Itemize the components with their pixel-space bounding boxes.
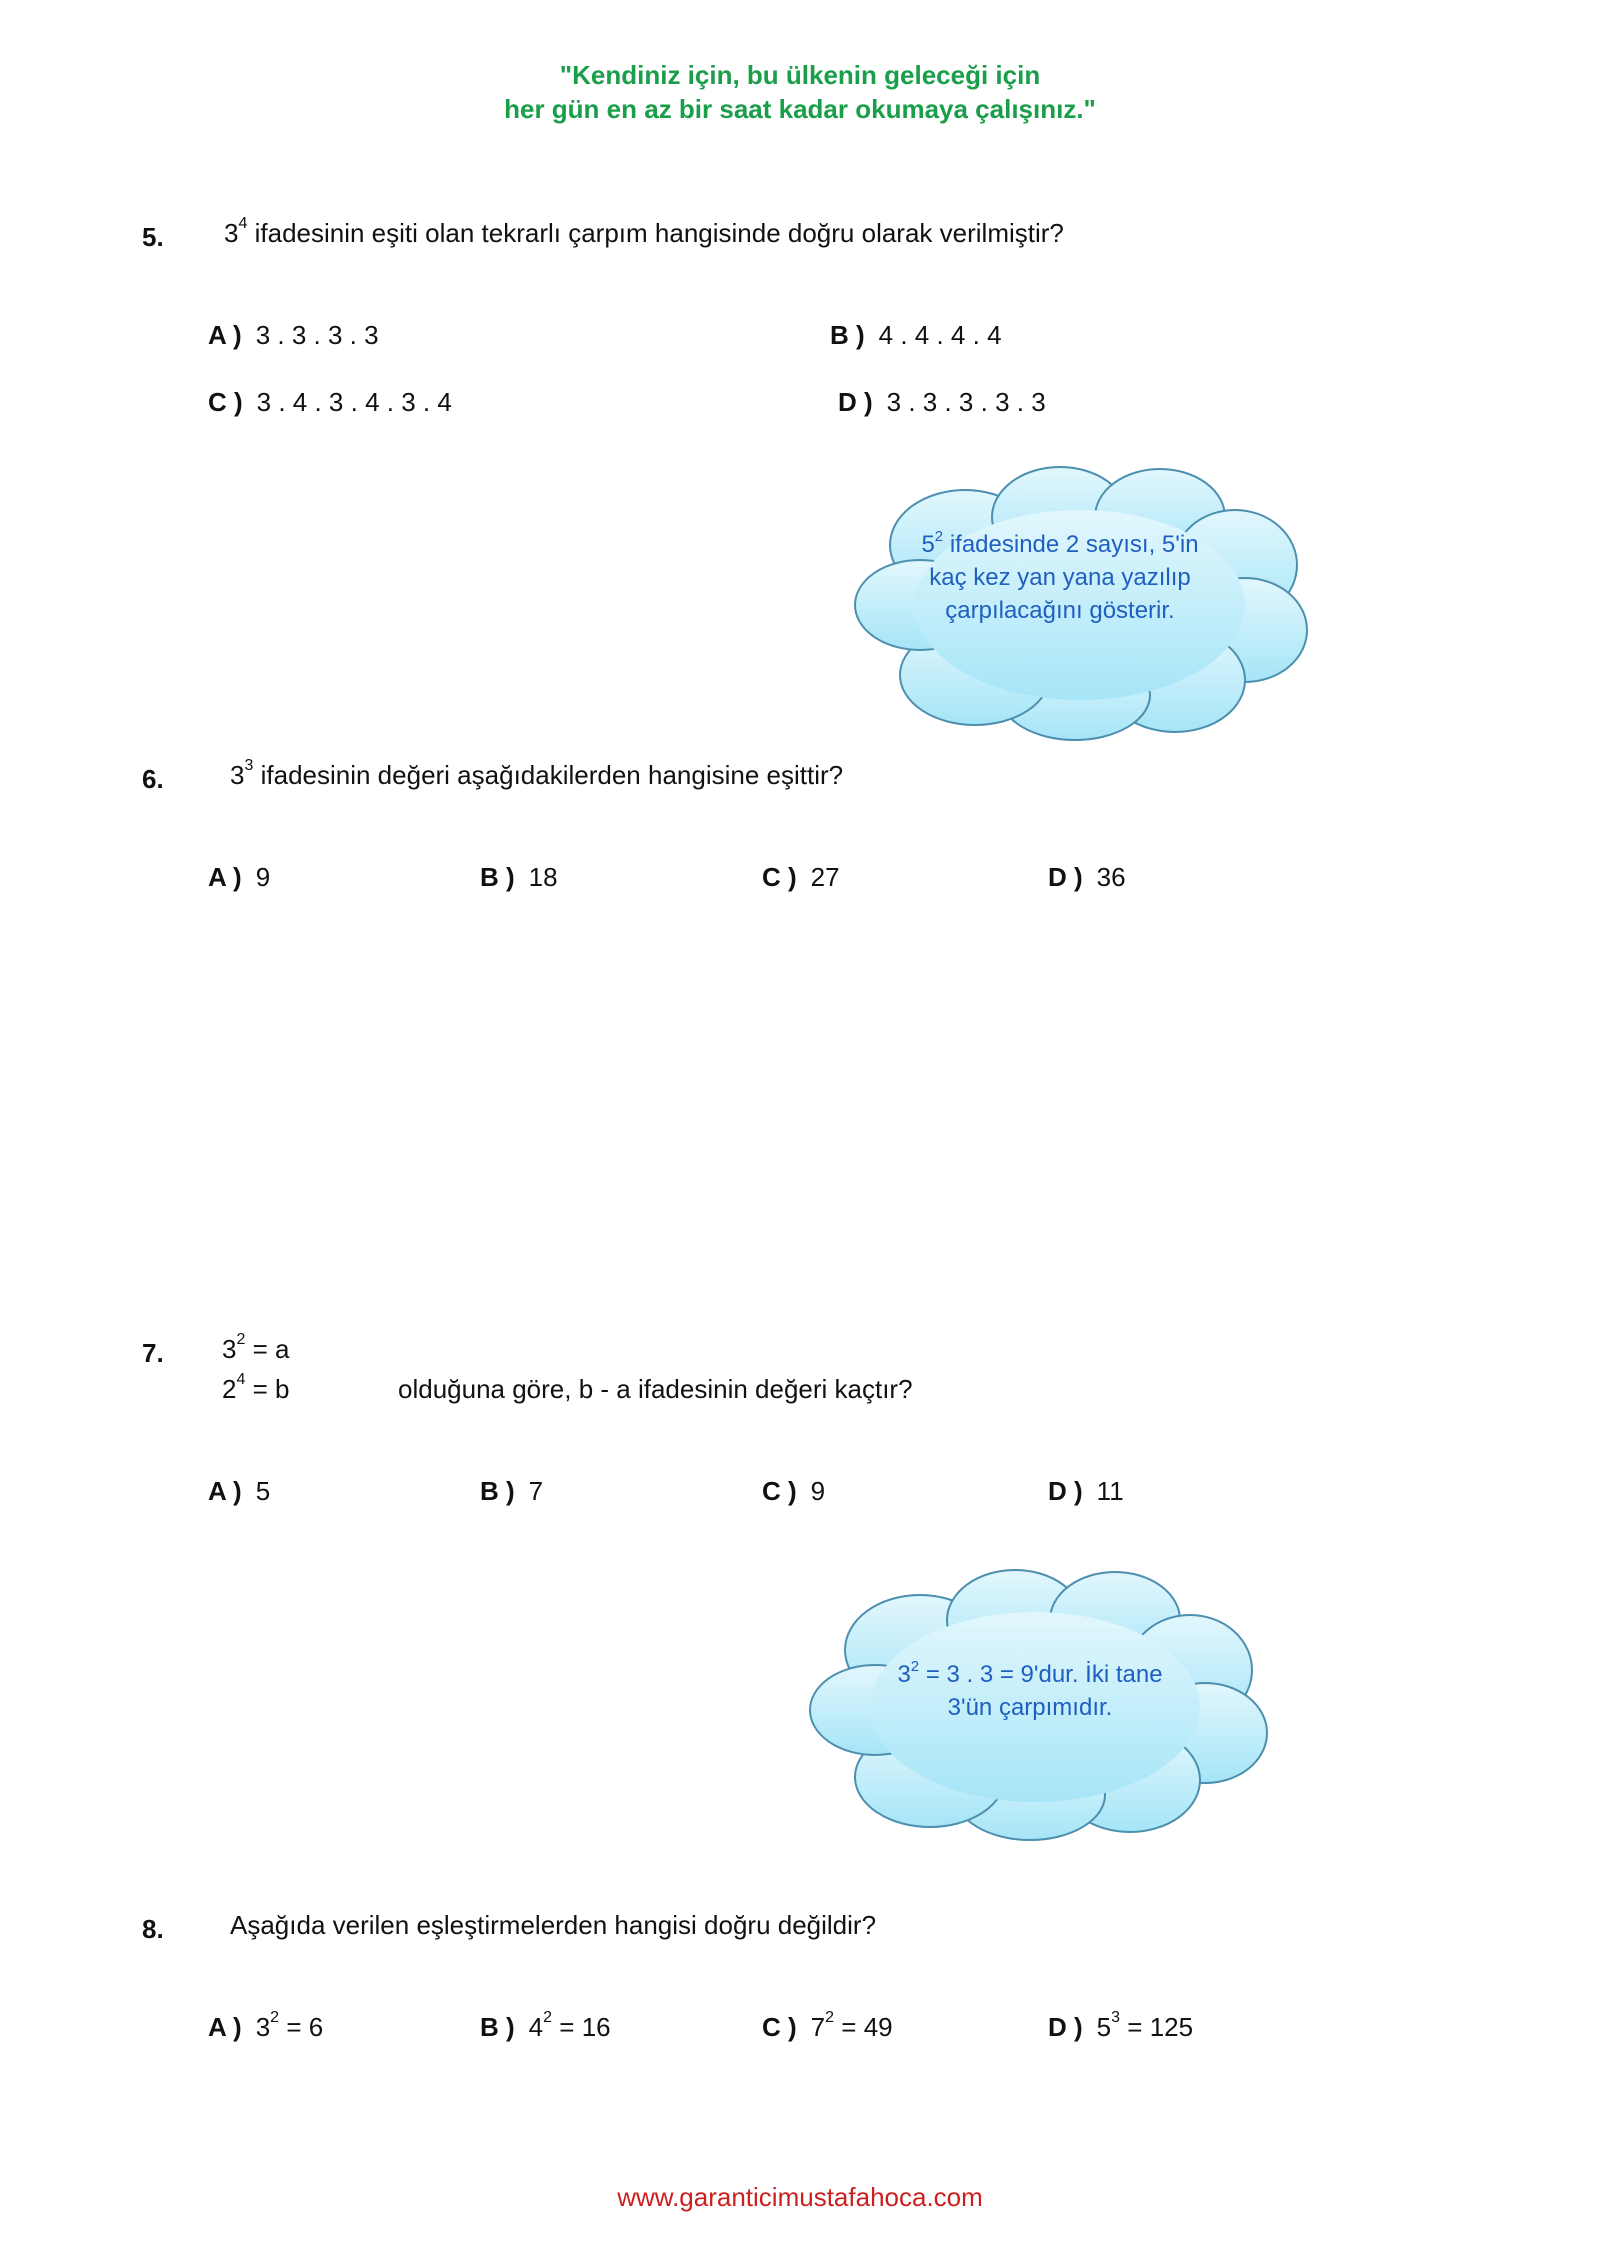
q5-option-a[interactable] <box>208 320 379 351</box>
question-5-text <box>224 215 1064 249</box>
option-rest: = 125 <box>1127 2012 1194 2042</box>
q7-option-a[interactable] <box>208 1476 270 1507</box>
question-7-number: 7. <box>142 1338 164 1368</box>
option-label: D ) <box>1048 862 1083 892</box>
option-label: D ) <box>1048 2012 1083 2042</box>
option-label: C ) <box>208 387 243 417</box>
q7-option-c[interactable] <box>762 1476 825 1507</box>
option-base: 5 <box>1096 2012 1112 2042</box>
cloud2-exponent: 2 <box>910 1658 920 1675</box>
option-value: 3 . 4 . 3 . 4 . 3 . 4 <box>256 387 452 417</box>
q5-option-d[interactable] <box>838 387 1046 418</box>
q7-stem: olduğuna göre, b - a ifadesinin değeri kaçtır? <box>398 1374 913 1404</box>
cloud1-exponent: 2 <box>934 528 944 545</box>
q5-stem: ifadesinin eşiti olan tekrarlı çarpım hangisinde doğru olarak verilmiştir? <box>254 218 1064 248</box>
q7-line1-rest: = a <box>252 1334 290 1364</box>
question-6-text <box>230 757 844 791</box>
q6-exponent: 3 <box>244 757 254 775</box>
q7-line1-base: 3 <box>222 1334 237 1364</box>
option-value: 11 <box>1096 1476 1124 1506</box>
hint-cloud-1-text <box>915 528 1205 627</box>
option-value: 27 <box>810 862 840 892</box>
footer-url[interactable]: www.garanticimustafahoca.com <box>617 2182 983 2212</box>
q7-given-b <box>222 1371 290 1405</box>
option-value: 36 <box>1096 862 1126 892</box>
q6-option-c[interactable] <box>762 862 840 893</box>
question-8-text: Aşağıda verilen eşleştirmelerden hangisi doğru değildir? <box>230 1910 877 1940</box>
option-label: C ) <box>762 862 797 892</box>
option-rest: = 49 <box>841 2012 893 2042</box>
q7-line2-rest: = b <box>252 1374 290 1404</box>
cloud1-body: ifadesinde 2 sayısı, 5'in kaç kez yan yana yazılıp çarpılacağını gösterir. <box>929 531 1199 624</box>
option-label: A ) <box>208 862 242 892</box>
q6-base: 3 <box>230 760 245 790</box>
q8-option-b[interactable] <box>480 2009 611 2043</box>
option-exponent: 2 <box>543 2009 553 2027</box>
question-6-number: 6. <box>142 764 164 794</box>
option-value: 3 . 3 . 3 . 3 . 3 <box>886 387 1046 417</box>
q5-option-c[interactable] <box>208 387 452 418</box>
cloud2-base: 3 <box>897 1661 911 1688</box>
q7-given-a <box>222 1331 290 1365</box>
option-label: A ) <box>208 2012 242 2042</box>
q7-line2-exponent: 4 <box>236 1371 246 1389</box>
option-value: 3 . 3 . 3 . 3 <box>255 320 379 350</box>
option-label: B ) <box>480 862 515 892</box>
option-base: 3 <box>255 2012 271 2042</box>
q7-option-b[interactable] <box>480 1476 543 1507</box>
hint-cloud-2-text <box>880 1658 1180 1724</box>
q7-line1-exponent: 2 <box>236 1331 246 1349</box>
option-label: B ) <box>480 2012 515 2042</box>
q6-stem: ifadesinin değeri aşağıdakilerden hangisine eşittir? <box>260 760 844 790</box>
q6-option-a[interactable] <box>208 862 270 893</box>
option-label: A ) <box>208 1476 242 1506</box>
cloud1-base: 5 <box>921 531 935 558</box>
motto-line-1: "Kendiniz için, bu ülkenin geleceği için <box>559 60 1041 90</box>
option-value: 18 <box>528 862 558 892</box>
option-label: B ) <box>480 1476 515 1506</box>
motto-line-2: her gün en az bir saat kadar okumaya çalışınız." <box>504 94 1096 124</box>
q5-base: 3 <box>224 218 239 248</box>
option-exponent: 2 <box>270 2009 280 2027</box>
option-base: 7 <box>810 2012 826 2042</box>
q6-option-d[interactable] <box>1048 862 1126 893</box>
option-rest: = 16 <box>559 2012 611 2042</box>
option-rest: = 6 <box>286 2012 324 2042</box>
option-exponent: 3 <box>1111 2009 1121 2027</box>
option-value: 5 <box>255 1476 271 1506</box>
q6-option-b[interactable] <box>480 862 558 893</box>
option-label: D ) <box>1048 1476 1083 1506</box>
question-5-number: 5. <box>142 222 164 252</box>
q7-line2-base: 2 <box>222 1374 237 1404</box>
option-label: C ) <box>762 2012 797 2042</box>
option-value: 9 <box>255 862 271 892</box>
option-label: B ) <box>830 320 865 350</box>
option-label: D ) <box>838 387 873 417</box>
option-label: A ) <box>208 320 242 350</box>
option-value: 4 . 4 . 4 . 4 <box>878 320 1002 350</box>
q8-option-d[interactable] <box>1048 2009 1194 2043</box>
cloud2-body: = 3 . 3 = 9'dur. İki tane 3'ün çarpımıdır. <box>925 1661 1163 1721</box>
question-8-number: 8. <box>142 1914 164 1944</box>
option-value: 7 <box>528 1476 544 1506</box>
option-label: C ) <box>762 1476 797 1506</box>
option-exponent: 2 <box>825 2009 835 2027</box>
q8-option-a[interactable] <box>208 2009 324 2043</box>
option-base: 4 <box>528 2012 544 2042</box>
q8-option-c[interactable] <box>762 2009 893 2043</box>
q5-option-b[interactable] <box>830 320 1002 351</box>
option-value: 9 <box>810 1476 826 1506</box>
q5-exponent: 4 <box>238 215 248 233</box>
q7-option-d[interactable] <box>1048 1476 1124 1507</box>
